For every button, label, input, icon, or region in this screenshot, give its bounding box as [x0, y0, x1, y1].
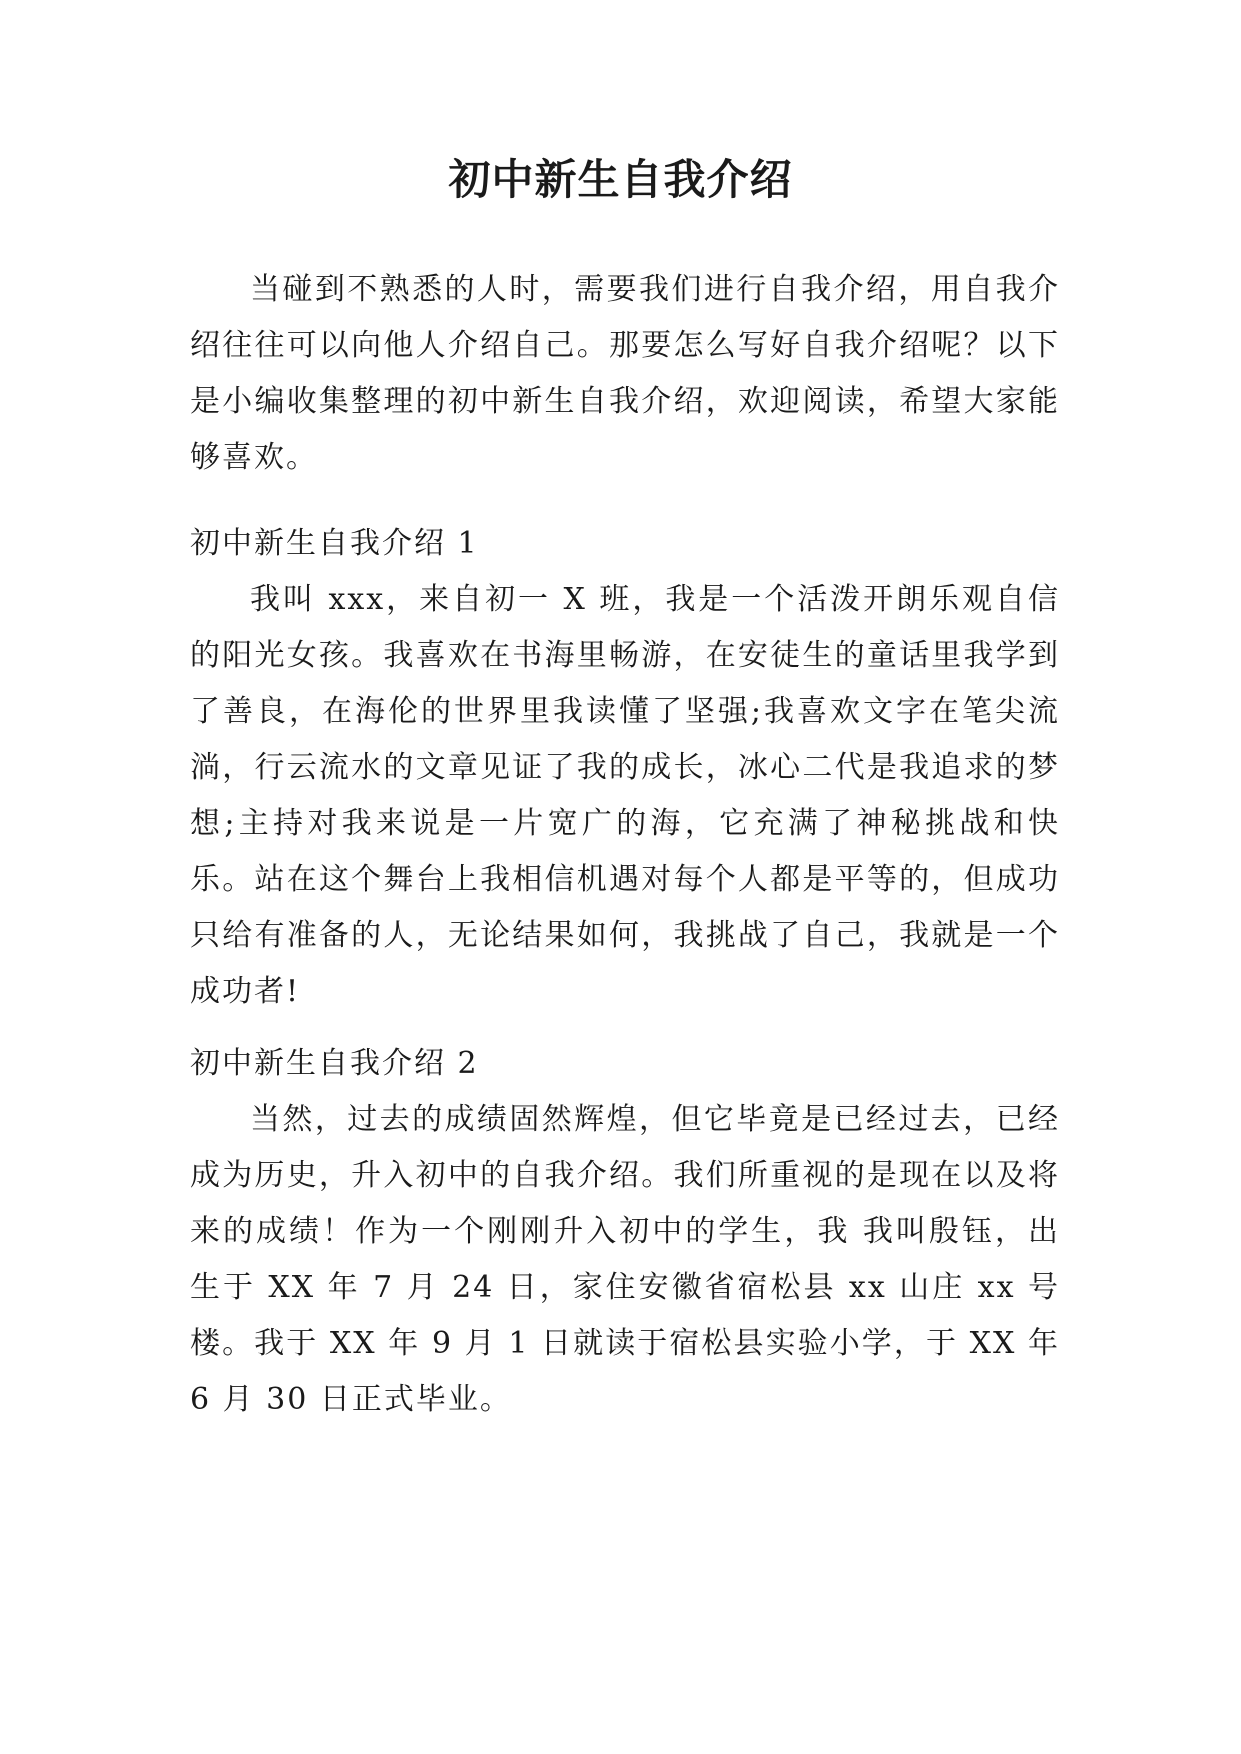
section-1-heading: 初中新生自我介绍 1 — [190, 526, 479, 561]
section-2 — [190, 1036, 1060, 1428]
document-title: 初中新生自我介绍 — [448, 155, 793, 204]
section-1 — [190, 516, 1060, 1020]
section-2-heading: 初中新生自我介绍 2 — [190, 1046, 479, 1081]
section-2-body: 当然，过去的成绩固然辉煌，但它毕竟是已经过去，已经成为历史，升入初中的自我介绍。我们所重视的是现在以及将来的成绩！作为一个刚刚升入初中的学生，我 我叫殷钰，出生于 XX 年 7 月 24 日，家住安徽省宿松县 xx 山庄 xx 号楼。我于 XX 年 9 月 1 日就读于宿松县实验小学，于 XX 年 6 月 30 日正式毕业。 — [190, 1102, 1060, 1417]
intro-block — [190, 262, 1060, 486]
section-1-body: 我叫 xxx，来自初一 X 班，我是一个活泼开朗乐观自信的阳光女孩。我喜欢在书海里畅游，在安徒生的童话里我学到了善良，在海伦的世界里我读懂了坚强;我喜欢文字在笔尖流淌，行云流水的文章见证了我的成长，冰心二代是我追求的梦想;主持对我来说是一片宽广的海，它充满了神秘挑战和快乐。站在这个舞台上我相信机遇对每个人都是平等的，但成功只给有准备的人，无论结果如何，我挑战了自己，我就是一个成功者! — [190, 582, 1060, 1009]
intro-paragraph: 当碰到不熟悉的人时，需要我们进行自我介绍，用自我介绍往往可以向他人介绍自己。那要怎么写好自我介绍呢？以下是小编收集整理的初中新生自我介绍，欢迎阅读，希望大家能够喜欢。 — [190, 272, 1060, 475]
